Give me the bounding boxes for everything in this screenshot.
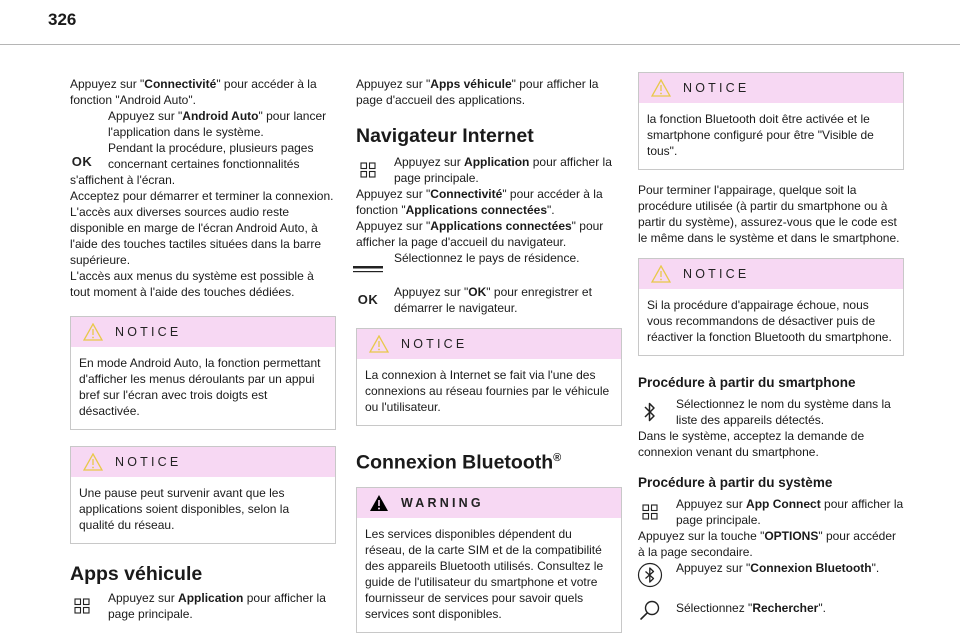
- system-procedure-heading: Procédure à partir du système: [638, 475, 833, 490]
- pairing-text: Pour terminer l'appairage, quelque soit la procédure utilisée (à partir du smartphone ou à partir du système), assurez-vous que le code est le même dans le système et dans le smartphone.: [638, 183, 900, 245]
- search-instruction: Sélectionnez "Rechercher".: [676, 601, 826, 615]
- notice-title: NOTICE: [683, 81, 750, 95]
- notice-title: NOTICE: [401, 337, 468, 351]
- search-step: [638, 596, 904, 624]
- warning-header: [357, 488, 621, 518]
- connected-apps-instruction: Appuyez sur "Applications connectées" pour afficher la page d'accueil du navigateur.: [356, 219, 604, 249]
- audio-access-text: L'accès aux diverses sources audio reste disponible en marge de l'écran Android Auto, à l'aide des touches tactiles situées dans la barre supérieure.: [70, 205, 322, 267]
- notice-icon: [651, 79, 671, 97]
- ok-step: [356, 284, 622, 316]
- app-grid-icon: [630, 496, 670, 528]
- bluetooth-circle-icon: [630, 560, 670, 590]
- notice-box-internet: [356, 328, 622, 426]
- apps-step: [70, 590, 336, 622]
- search-icon: [630, 596, 670, 624]
- notice-body: la fonction Bluetooth doit être activée et le smartphone configuré pour être "Visible de tous".: [647, 112, 874, 158]
- app-grid-icon: [62, 590, 102, 622]
- smartphone-select-step: [638, 396, 904, 428]
- bluetooth-heading: Connexion Bluetooth®: [356, 451, 562, 474]
- notice-box-visible: [638, 72, 904, 170]
- notice-header: [357, 329, 621, 359]
- page-number: 326: [48, 10, 77, 29]
- column-2: [356, 58, 622, 633]
- navigateur-heading: Navigateur Internet: [356, 125, 534, 147]
- pages-displayed-text: s'affichent à l'écran.: [70, 173, 176, 187]
- ok-instruction: Appuyez sur "OK" pour enregistrer et démarrer le navigateur.: [394, 285, 592, 315]
- apps-vehicule-instruction: Appuyez sur "Apps véhicule" pour afficher la page d'accueil des applications.: [356, 77, 599, 107]
- notice-header: [71, 317, 335, 347]
- system-app-instruction: Appuyez sur App Connect pour afficher la page principale.: [676, 497, 904, 527]
- selection-bar-icon: [348, 250, 388, 274]
- ok-icon: OK: [357, 292, 379, 307]
- notice-icon: [369, 335, 389, 353]
- notice-icon: [83, 323, 103, 341]
- procedure-text: Pendant la procédure, plusieurs pages concernant certaines fonctionnalités: [108, 141, 314, 171]
- notice-body: Si la procédure d'appairage échoue, nous vous recommandons de désactiver puis de réactiver la fonction Bluetooth du smartphone.: [647, 298, 892, 344]
- warning-title: WARNING: [401, 495, 484, 510]
- warning-box: [356, 487, 622, 633]
- connectivity-instruction: Appuyez sur "Connectivité" pour accéder à la fonction "Applications connectées".: [356, 187, 603, 217]
- notice-box-network: [70, 446, 336, 544]
- apps-vehicule-heading: Apps véhicule: [70, 563, 203, 585]
- accept-text: Acceptez pour démarrer et terminer la connexion.: [70, 189, 334, 203]
- menus-access-text: L'accès aux menus du système est possible à tout moment à l'aide des touches dédiées.: [70, 269, 314, 299]
- country-instruction: Sélectionnez le pays de résidence.: [394, 251, 580, 265]
- notice-header: [639, 259, 903, 289]
- bluetooth-icon: [630, 396, 670, 428]
- nav-app-step: [356, 154, 622, 186]
- bluetooth-connect-instruction: Appuyez sur "Connexion Bluetooth".: [676, 561, 880, 575]
- smartphone-select-instruction: Sélectionnez le nom du système dans la liste des appareils détectés.: [676, 397, 891, 427]
- connectivity-instruction: Appuyez sur "Connectivité" pour accéder à la fonction "Android Auto".: [70, 77, 317, 107]
- notice-icon: [651, 265, 671, 283]
- apps-instruction: Appuyez sur Application pour afficher la page principale.: [108, 591, 326, 621]
- notice-body: En mode Android Auto, la fonction permettant d'afficher les menus déroulants par un appui bref sur l'écran avec trois doigts est désactivée.: [79, 356, 321, 418]
- warning-body: Les services disponibles dépendent du réseau, de la carte SIM et de la compatibilité des appareils Bluetooth utilisés. Consultez le guide de l'utilisateur du smartphone et votre fournisseur de services pour savoir quels services sont disponibles.: [365, 526, 604, 621]
- notice-header: [71, 447, 335, 477]
- notice-icon: [83, 453, 103, 471]
- notice-body: La connexion à Internet se fait via l'une des connexions au réseau fournies par le véhicule ou l'utilisateur.: [365, 368, 610, 414]
- android-auto-step: [70, 108, 336, 172]
- options-instruction: Appuyez sur la touche "OPTIONS" pour accéder à la page secondaire.: [638, 529, 896, 559]
- nav-app-instruction: Appuyez sur Application pour afficher la page principale.: [394, 155, 612, 185]
- column-3: [638, 58, 904, 624]
- notice-box-android: [70, 316, 336, 430]
- smartphone-accept-text: Dans le système, acceptez la demande de connexion venant du smartphone.: [638, 429, 865, 459]
- warning-icon: [369, 494, 389, 512]
- notice-body: Une pause peut survenir avant que les applications soient disponibles, selon la qualité du réseau.: [79, 486, 290, 532]
- notice-header: [639, 73, 903, 103]
- column-1: [70, 58, 336, 622]
- notice-title: NOTICE: [115, 455, 182, 469]
- header-rule: [0, 44, 960, 45]
- smartphone-procedure-heading: Procédure à partir du smartphone: [638, 375, 856, 390]
- ok-icon: OK: [71, 154, 93, 169]
- android-auto-instruction: Appuyez sur "Android Auto" pour lancer l'application dans le système.: [108, 109, 327, 139]
- bluetooth-connect-step: [638, 560, 904, 590]
- country-step: [356, 250, 622, 274]
- notice-title: NOTICE: [115, 325, 182, 339]
- app-grid-icon: [348, 154, 388, 186]
- notice-title: NOTICE: [683, 267, 750, 281]
- notice-box-pairing: [638, 258, 904, 356]
- system-app-step: [638, 496, 904, 528]
